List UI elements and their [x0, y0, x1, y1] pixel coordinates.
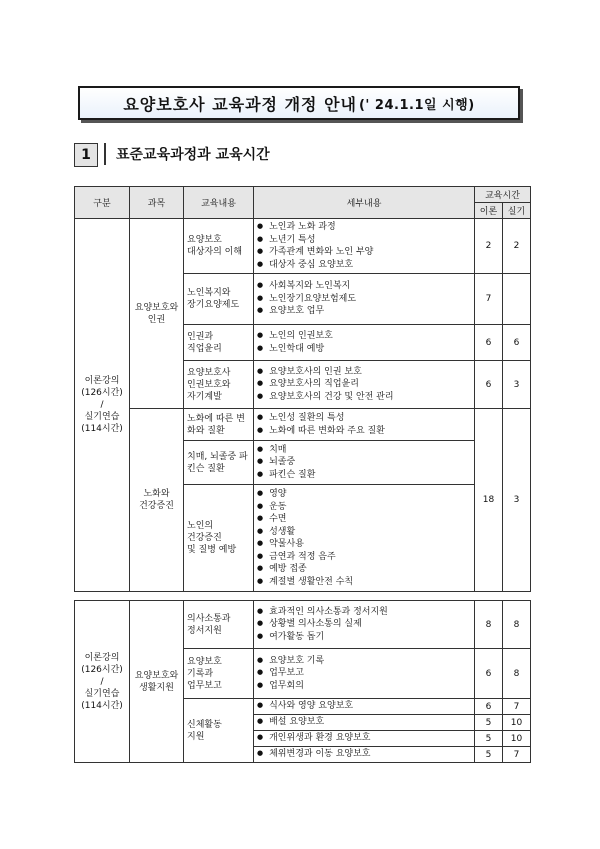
category-cell — [75, 219, 130, 592]
cell-text-line: (114시간) — [81, 424, 123, 434]
cell-text-line: 인권보호와 — [187, 379, 231, 390]
section-title: 표준교육과정과 교육시간 — [104, 143, 316, 165]
bullet-item: ● 노인의 인권보호 — [257, 330, 471, 343]
bullet-item: ● 요양보호사의 건강 및 안전 관리 — [257, 391, 471, 404]
content-cell — [184, 601, 254, 649]
subject-cell — [130, 601, 184, 763]
curriculum-table-continued — [74, 600, 531, 763]
cell-text-line: 요양보호 — [187, 656, 222, 667]
bullet-item: ● 금연과 적정 음주 — [257, 551, 471, 564]
cell-text-line: 대상자의 이해 — [187, 247, 243, 257]
cell-text-line: (126시간) — [81, 664, 123, 675]
content-cell — [184, 325, 254, 361]
details-cell — [254, 699, 475, 715]
content-cell — [184, 485, 254, 592]
bullet-item: ● 치매 — [257, 444, 471, 457]
theory-hours: 6 — [475, 361, 503, 409]
cell-text-line: (126시간) — [81, 388, 123, 398]
bullet-item: ● 성생활 — [257, 526, 471, 539]
cell-text-line: 실기연습 — [84, 412, 120, 422]
section-number: 1 — [74, 143, 98, 167]
bullet-item: ● 체위변경과 이동 요양보호 — [257, 748, 471, 761]
cell-text-line: 요양보호사 — [187, 367, 231, 378]
practice-hours: 10 — [503, 715, 531, 731]
details-cell — [254, 409, 475, 441]
curriculum-table — [74, 186, 531, 592]
cell-text-line: 장기요양제도 — [187, 300, 240, 310]
theory-hours: 6 — [475, 325, 503, 361]
practice-hours: 7 — [503, 747, 531, 763]
bullet-item: ● 약물사용 — [257, 538, 471, 551]
category-cell — [75, 601, 130, 763]
cell-text-line: 실기연습 — [84, 688, 120, 699]
bullet-item: ● 개인위생과 환경 요양보호 — [257, 732, 471, 745]
cell-text-line: 화와 질환 — [187, 425, 225, 436]
bullet-item: ● 배설 요양보호 — [257, 716, 471, 729]
content-cell — [184, 441, 254, 485]
cell-text-line: 킨슨 질환 — [187, 463, 225, 474]
bullet-item: ● 식사와 영양 요양보호 — [257, 700, 471, 713]
details-cell — [254, 715, 475, 731]
cell-text-line: 이론강의 — [84, 652, 120, 663]
cell-text-line: 요양보호 — [187, 235, 222, 245]
theory-hours: 2 — [475, 219, 503, 274]
theory-hours: 6 — [475, 649, 503, 699]
bullet-item: ● 요양보호사의 직업윤리 — [257, 378, 471, 391]
cell-text-line: 노인의 — [187, 521, 214, 531]
bullet-item: ● 업무보고 — [257, 667, 471, 680]
details-cell — [254, 601, 475, 649]
cell-text-line: / — [100, 400, 104, 410]
bullet-item: ● 요양보호사의 인권 보호 — [257, 366, 471, 379]
theory-hours: 5 — [475, 731, 503, 747]
cell-text-line: 자기계발 — [187, 391, 222, 402]
header-theory: 이론 — [475, 203, 503, 219]
cell-text-line: 신체활동 — [187, 719, 222, 730]
bullet-item: ● 예방 접종 — [257, 563, 471, 576]
theory-hours: 5 — [475, 747, 503, 763]
content-cell — [184, 649, 254, 699]
header-content: 교육내용 — [184, 187, 254, 219]
cell-text-line: 직업윤리 — [187, 343, 222, 354]
practice-hours — [503, 274, 531, 325]
cell-text-line: 치매, 뇌졸중 파 — [187, 451, 248, 462]
practice-hours: 3 — [503, 409, 531, 592]
details-cell — [254, 649, 475, 699]
cell-text-line: 정서지원 — [187, 625, 222, 636]
theory-hours: 6 — [475, 699, 503, 715]
details-cell — [254, 325, 475, 361]
theory-hours: 5 — [475, 715, 503, 731]
practice-hours: 10 — [503, 731, 531, 747]
cell-text-line: (114시간) — [81, 700, 123, 711]
content-cell — [184, 699, 254, 763]
cell-text-line: 인권 — [147, 314, 166, 325]
header-details: 세부내용 — [254, 187, 475, 219]
practice-hours: 3 — [503, 361, 531, 409]
bullet-item: ● 운동 — [257, 501, 471, 514]
details-cell — [254, 219, 475, 274]
header-practice: 실기 — [503, 203, 531, 219]
bullet-item: ● 요양보호 업무 — [257, 305, 471, 318]
cell-text-line: 노화에 따른 변 — [187, 413, 245, 424]
content-cell — [184, 361, 254, 409]
practice-hours: 8 — [503, 601, 531, 649]
content-cell — [184, 409, 254, 441]
practice-hours: 7 — [503, 699, 531, 715]
header-subject: 과목 — [130, 187, 184, 219]
bullet-item: ● 계절별 생활안전 수칙 — [257, 576, 471, 589]
details-cell — [254, 361, 475, 409]
practice-hours: 8 — [503, 649, 531, 699]
details-cell — [254, 274, 475, 325]
bullet-item: ● 업무회의 — [257, 680, 471, 693]
cell-text-line: 업무보고 — [187, 680, 222, 691]
bullet-item: ● 여가활동 돕기 — [257, 631, 471, 644]
bullet-item: ● 상황별 의사소통의 실제 — [257, 618, 471, 631]
cell-text-line: 이론강의 — [84, 376, 120, 386]
header-hours: 교육시간 — [475, 187, 531, 203]
bullet-item: ● 노화에 따른 변화와 주요 질환 — [257, 425, 471, 438]
practice-hours: 6 — [503, 325, 531, 361]
bullet-item: ● 요양보호 기록 — [257, 655, 471, 668]
bullet-item: ● 노인장기요양보험제도 — [257, 293, 471, 306]
theory-hours: 8 — [475, 601, 503, 649]
theory-hours: 7 — [475, 274, 503, 325]
practice-hours: 2 — [503, 219, 531, 274]
cell-text-line: 생활지원 — [139, 682, 174, 693]
header-category: 구분 — [75, 187, 130, 219]
cell-text-line: 노인복지와 — [187, 288, 231, 298]
bullet-item: ● 노인학대 예방 — [257, 343, 471, 356]
cell-text-line: 기록과 — [187, 668, 214, 679]
cell-text-line: 건강증진 — [187, 533, 222, 543]
cell-text-line: 요양보호와 — [134, 302, 179, 313]
cell-text-line: 의사소통과 — [187, 613, 231, 624]
details-cell — [254, 441, 475, 485]
details-cell — [254, 731, 475, 747]
theory-hours: 18 — [475, 409, 503, 592]
details-cell — [254, 485, 475, 592]
cell-text-line: 지원 — [187, 731, 205, 742]
subject-cell — [130, 219, 184, 409]
bullet-item: ● 노인성 질환의 특성 — [257, 412, 471, 425]
content-cell — [184, 219, 254, 274]
bullet-item: ● 수면 — [257, 513, 471, 526]
bullet-item: ● 대상자 중심 요양보호 — [257, 259, 471, 272]
cell-text-line: 건강증진 — [139, 501, 174, 511]
cell-text-line: 노화와 — [143, 489, 170, 499]
effective-date: (' 24.1.1일 시행) — [358, 97, 475, 113]
cell-text-line: / — [100, 676, 104, 687]
cell-text-line: 인권과 — [187, 331, 214, 342]
content-cell — [184, 274, 254, 325]
bullet-item: ● 노년기 특성 — [257, 234, 471, 247]
document-title-box — [78, 86, 520, 120]
bullet-item: ● 효과적인 의사소통과 정서지원 — [257, 606, 471, 619]
document-title: 요양보호사 교육과정 개정 안내 — [123, 94, 357, 114]
bullet-item: ● 가족관계 변화와 노인 부양 — [257, 246, 471, 259]
cell-text-line: 및 질병 예방 — [187, 545, 237, 555]
details-cell — [254, 747, 475, 763]
bullet-item: ● 노인과 노화 과정 — [257, 221, 471, 234]
cell-text-line: 요양보호와 — [134, 670, 179, 681]
bullet-item: ● 사회복지와 노인복지 — [257, 280, 471, 293]
bullet-item: ● 영양 — [257, 488, 471, 501]
bullet-item: ● 파킨슨 질환 — [257, 469, 471, 482]
bullet-item: ● 뇌졸중 — [257, 456, 471, 469]
subject-cell — [130, 409, 184, 592]
